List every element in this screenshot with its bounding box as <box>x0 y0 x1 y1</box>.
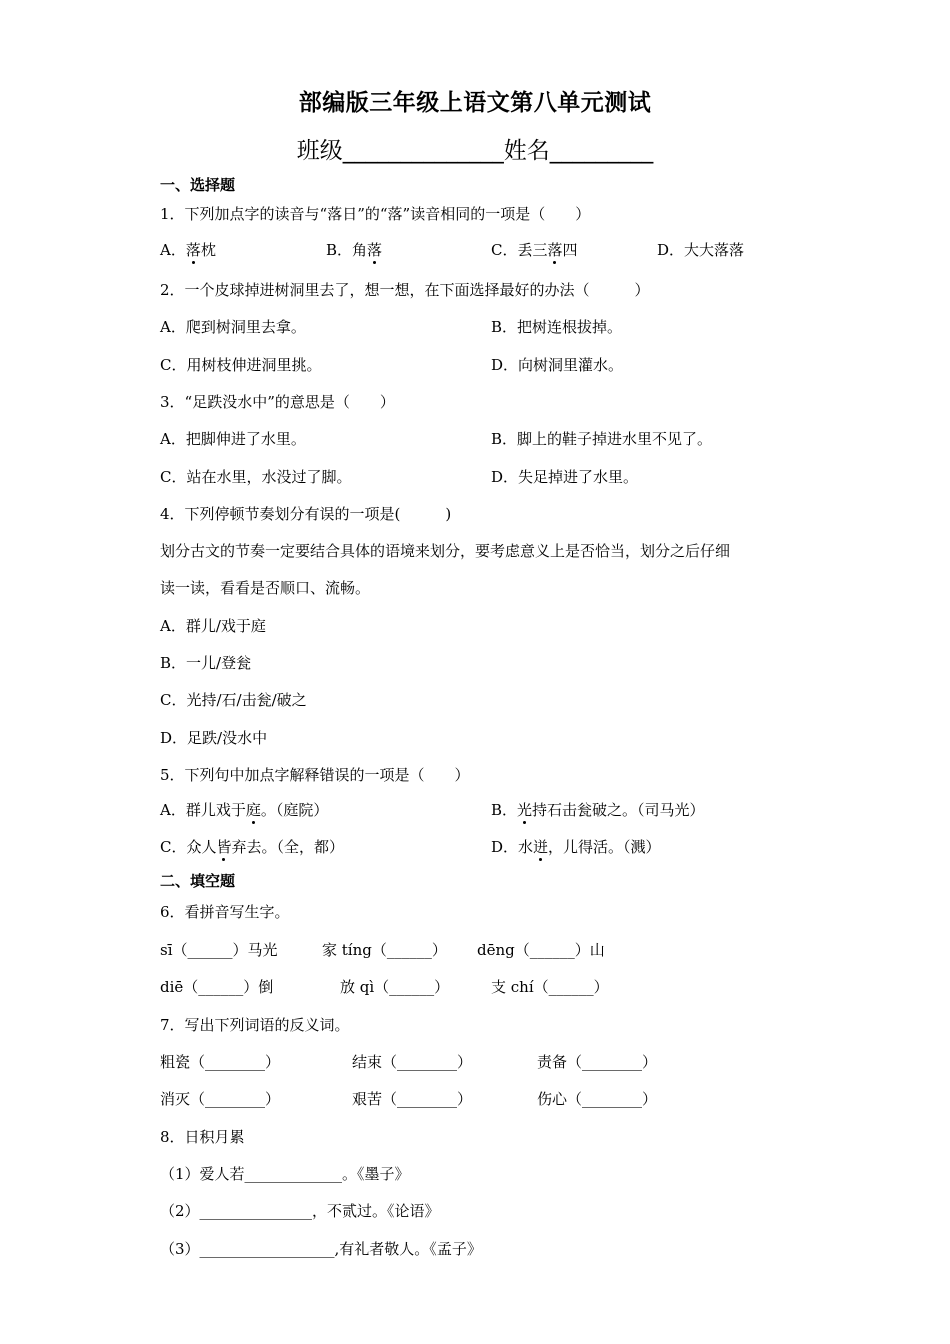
q4-option-c: C．光持/石/击瓮/破之 <box>160 691 307 709</box>
q5-c-prefix: C．众人 <box>160 838 217 856</box>
q5-a-dotted-char: 庭 <box>245 801 261 819</box>
q8-line-2: （2）_______________，不贰过。《论语》 <box>160 1202 440 1220</box>
q2-option-a: A．爬到树洞里去拿。 <box>160 318 306 336</box>
q5-option-b <box>491 800 705 820</box>
q4-option-a: A．群儿/戏于庭 <box>160 617 266 635</box>
q1-a-char: 枕 <box>200 241 216 259</box>
q6-item: 放 qì（______） <box>340 978 450 996</box>
q8-line-1: （1）爱人若_____________。《墨子》 <box>160 1165 410 1183</box>
q5-b-suffix: 持石击瓮破之。（司马光） <box>532 801 705 819</box>
q7-item: 结束（________） <box>352 1053 473 1071</box>
q5-a-suffix: 。（庭院） <box>260 801 329 819</box>
q4-option-d: D．足跌/没水中 <box>160 729 268 747</box>
q5-option-c <box>160 837 344 857</box>
q6-item: dēng（______）山 <box>477 941 605 959</box>
q8-line-3: （3）__________________,有礼者敬人。《孟子》 <box>160 1240 482 1258</box>
q1-c-prefix: C．丢三 <box>491 241 548 259</box>
q4-hint-line-1: 划分古文的节奏一定要结合具体的语境来划分，要考虑意义上是否恰当，划分之后仔细 <box>160 542 731 560</box>
q5-c-dotted-char: 皆 <box>216 838 232 856</box>
q6-item: diē（______）倒 <box>160 978 274 996</box>
q1-a-prefix: A． <box>160 241 186 259</box>
q1-option-d: D．大大落落 <box>657 241 745 259</box>
q5-c-suffix: 弃去。（全，都） <box>231 838 345 856</box>
q1-c-dotted-char: 落 <box>547 241 563 259</box>
q5-d-suffix: ，儿得活。（溅） <box>548 838 661 856</box>
q1-option-b <box>326 240 382 260</box>
q3-stem: 3．“足跌没水中”的意思是（ ） <box>160 393 395 411</box>
q3-option-c: C．站在水里，水没过了脚。 <box>160 468 352 486</box>
q1-b-dotted-char: 落 <box>367 241 383 259</box>
q7-item: 粗瓷（________） <box>160 1053 281 1071</box>
q1-c-suffix: 四 <box>562 241 578 259</box>
q7-item: 艰苦（________） <box>352 1090 473 1108</box>
q5-stem: 5．下列句中加点字解释错误的一项是（ ） <box>160 766 470 784</box>
class-name-line: 班级______________姓名_________ <box>296 138 654 164</box>
q8-stem: 8．日积月累 <box>160 1128 245 1146</box>
q3-option-d: D．失足掉进了水里。 <box>491 468 639 486</box>
q6-item: sī（______）马光 <box>160 941 278 959</box>
q7-item: 责备（________） <box>537 1053 658 1071</box>
q1-option-c <box>491 240 578 260</box>
q7-stem: 7．写出下列词语的反义词。 <box>160 1016 350 1034</box>
q3-option-a: A．把脚伸进了水里。 <box>160 430 306 448</box>
q6-item: 支 chí（______） <box>491 978 609 996</box>
q5-d-prefix: D．水 <box>491 838 534 856</box>
q1-stem: 1．下列加点字的读音与“落日”的“落”读音相同的一项是（ ） <box>160 205 591 223</box>
q2-stem: 2．一个皮球掉进树洞里去了，想一想，在下面选择最好的办法（ ） <box>160 281 650 299</box>
page-title: 部编版三年级上语文第八单元测试 <box>298 90 652 116</box>
q5-option-a <box>160 800 328 820</box>
q2-option-c: C．用树枝伸进洞里挑。 <box>160 356 322 374</box>
q1-b-prefix: B．角 <box>326 241 368 259</box>
q4-hint-line-2: 读一读，看看是否顺口、流畅。 <box>160 579 371 597</box>
section-heading-choice: 一、选择题 <box>160 176 236 194</box>
section-heading-fill: 二、填空题 <box>160 872 236 890</box>
q5-b-prefix: B． <box>491 801 518 819</box>
q5-a-prefix: A．群儿戏于 <box>160 801 246 819</box>
q5-option-d <box>491 837 661 857</box>
q5-d-dotted-char: 迸 <box>533 838 549 856</box>
q1-option-a <box>160 240 216 260</box>
q6-stem: 6．看拼音写生字。 <box>160 903 290 921</box>
q5-b-dotted-char: 光 <box>517 801 533 819</box>
q7-item: 消灭（________） <box>160 1090 281 1108</box>
q3-option-b: B．脚上的鞋子掉进水里不见了。 <box>491 430 713 448</box>
q4-stem: 4．下列停顿节奏划分有误的一项是( ) <box>160 505 452 523</box>
q7-item: 伤心（________） <box>537 1090 658 1108</box>
q2-option-b: B．把树连根拔掉。 <box>491 318 623 336</box>
q2-option-d: D．向树洞里灌水。 <box>491 356 624 374</box>
q4-option-b: B．一儿/登瓮 <box>160 654 252 672</box>
q6-item: 家 tíng（______） <box>322 941 447 959</box>
q1-a-dotted-char: 落 <box>185 241 201 259</box>
